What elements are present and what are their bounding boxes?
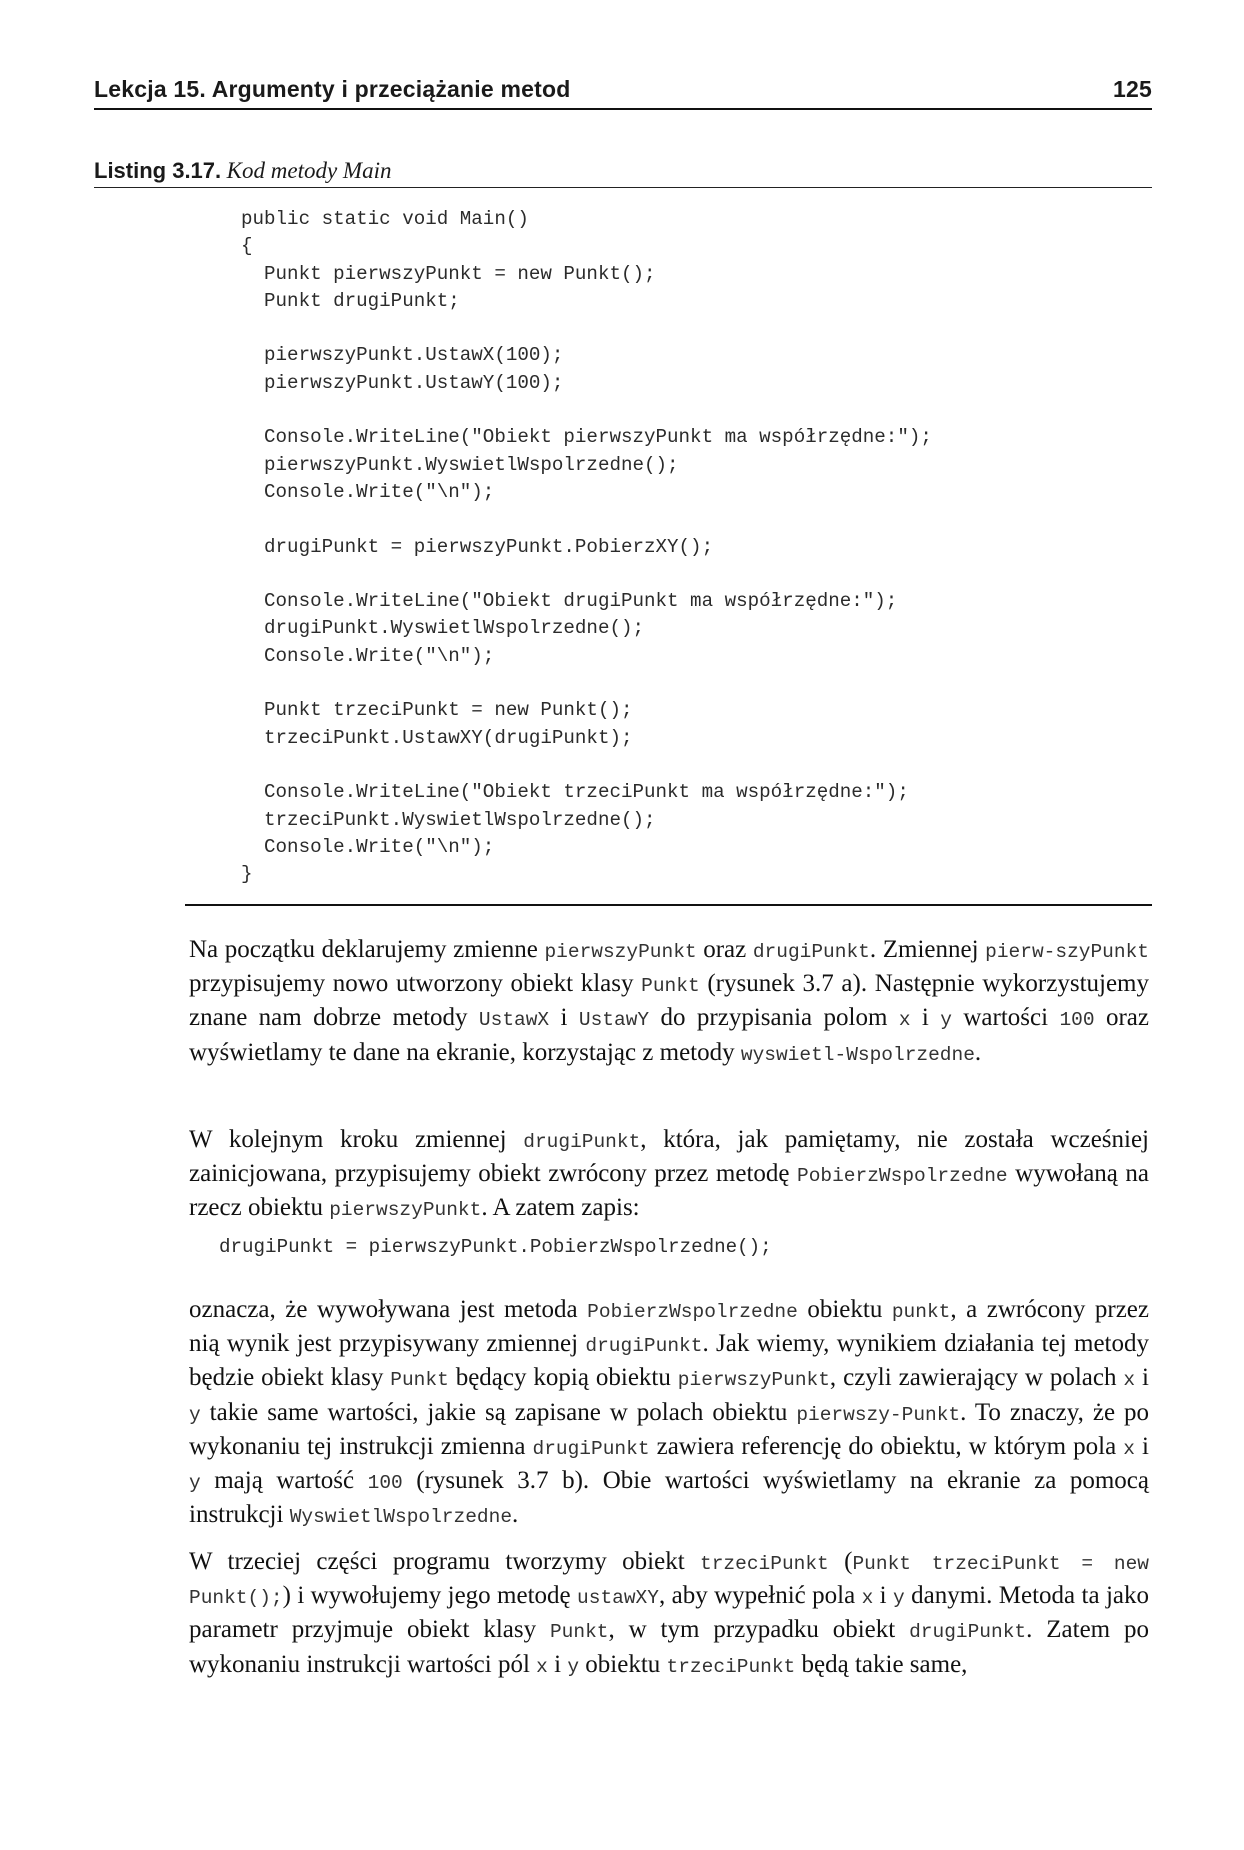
text-run: W kolejnym kroku zmiennej bbox=[189, 1126, 524, 1153]
text-run: . Zatem po wykonaniu instrukcji wartości pól bbox=[189, 1616, 1149, 1678]
inline-code: punkt bbox=[891, 1301, 951, 1323]
chapter-title: Lekcja 15. Argumenty i przeciążanie metod bbox=[94, 76, 571, 102]
text-run: Na początku deklarujemy zmienne bbox=[189, 936, 545, 963]
text-run: i bbox=[1135, 1364, 1149, 1392]
text-run: . bbox=[512, 1501, 519, 1529]
inline-code: x bbox=[1123, 1437, 1135, 1460]
code-line bbox=[241, 752, 1121, 779]
inline-code: UstawY bbox=[578, 1009, 650, 1032]
inline-code: x bbox=[536, 1655, 548, 1678]
text-run: . To znaczy, że po wykonaniu tej instrukcji zmienna bbox=[189, 1398, 1149, 1460]
inline-code: x bbox=[1123, 1369, 1136, 1392]
code-line: Console.WriteLine("Obiekt drugiPunkt ma współrzędne:"); bbox=[241, 590, 898, 613]
text-run: i bbox=[547, 1650, 568, 1678]
text-run: będą takie same, bbox=[795, 1650, 968, 1678]
text-run: , aby wypełnić pola bbox=[658, 1582, 862, 1610]
text-run: i bbox=[1134, 1432, 1150, 1460]
code-line bbox=[241, 506, 1121, 533]
code-line: } bbox=[241, 863, 253, 886]
inline-code: y bbox=[189, 1472, 201, 1495]
inline-code: y bbox=[893, 1587, 905, 1610]
inline-code: x bbox=[898, 1009, 911, 1032]
paragraph-4 bbox=[189, 1546, 1149, 1683]
caption-rule bbox=[94, 187, 1152, 188]
inline-code: wyswietl-Wspolrzedne bbox=[740, 1043, 975, 1066]
inline-code: PobierzWspolrzedne bbox=[587, 1301, 798, 1323]
paragraph-3 bbox=[189, 1294, 1149, 1533]
text-run: ) i wywołujemy jego metodę bbox=[282, 1582, 578, 1610]
text-run: , która, jak pamiętamy, nie została wcześniej zainicjowana, przypisujemy obiekt zwrócony przez metodę bbox=[189, 1126, 1150, 1188]
inline-code: y bbox=[189, 1403, 201, 1426]
inline-code: drugiPunkt bbox=[585, 1335, 703, 1358]
text-run: . Zmiennej bbox=[869, 936, 986, 963]
inline-code: pierw-szyPunkt bbox=[985, 941, 1149, 963]
header-rule bbox=[94, 108, 1152, 110]
text-run: danymi. Metoda ta jako parametr przyjmuje obiekt klasy bbox=[189, 1582, 1149, 1644]
code-line: Console.Write("\n"); bbox=[241, 835, 495, 858]
code-line bbox=[241, 561, 1121, 588]
inline-code: pierwszyPunkt bbox=[677, 1369, 830, 1392]
code-listing bbox=[241, 206, 1121, 888]
code-line bbox=[241, 315, 1121, 342]
inline-code: PobierzWspolrzedne bbox=[797, 1165, 1008, 1188]
inline-code: ustawXY bbox=[577, 1587, 659, 1610]
inline-code: trzeciPunkt bbox=[666, 1655, 796, 1678]
text-run: (rysunek 3.7 a). Następnie wykorzystujemy znane nam dobrze metody bbox=[189, 970, 1149, 1032]
text-run: przypisujemy nowo utworzony obiekt klasy bbox=[189, 970, 642, 998]
paragraph-1 bbox=[189, 934, 1149, 1071]
code-line bbox=[241, 397, 1121, 424]
text-run: , w tym przypadku obiekt bbox=[608, 1616, 910, 1644]
code-line: trzeciPunkt.UstawXY(drugiPunkt); bbox=[241, 726, 633, 749]
inline-code: trzeciPunkt bbox=[700, 1553, 829, 1575]
code-line: drugiPunkt = pierwszyPunkt.PobierzXY(); bbox=[241, 535, 714, 558]
text-run: i bbox=[549, 1004, 579, 1032]
text-run: i bbox=[910, 1004, 941, 1032]
paragraph-1-text bbox=[189, 934, 1149, 1071]
listing-bottom-rule bbox=[185, 904, 1152, 906]
inline-code: Punkt bbox=[641, 975, 700, 998]
inline-code: WyswietlWspolrzedne bbox=[289, 1506, 513, 1529]
inline-code: 100 bbox=[367, 1472, 403, 1495]
inline-code: pierwszyPunkt bbox=[544, 941, 697, 963]
text-run: zawiera referencję do obiektu, w którym pola bbox=[649, 1432, 1124, 1460]
paragraph-4-text bbox=[189, 1546, 1149, 1683]
text-run: (rysunek 3.7 b). Obie wartości wyświetlamy na ekranie za pomocą instrukcji bbox=[189, 1467, 1149, 1529]
code-line: { bbox=[241, 235, 253, 258]
text-run: wartości bbox=[951, 1004, 1060, 1032]
inline-code: Punkt bbox=[390, 1369, 449, 1392]
text-run: W trzeciej części programu tworzymy obiekt bbox=[189, 1548, 701, 1575]
inline-code: y bbox=[940, 1009, 952, 1032]
inline-code: Punkt trzeciPunkt = new Punkt(); bbox=[189, 1553, 1149, 1610]
inline-code: y bbox=[567, 1655, 580, 1678]
inline-code: pierwszy-Punkt bbox=[796, 1403, 961, 1426]
page-number: 125 bbox=[1113, 76, 1152, 102]
code-line bbox=[241, 670, 1121, 697]
code-line: Punkt pierwszyPunkt = new Punkt(); bbox=[241, 262, 656, 285]
text-run: obiektu bbox=[579, 1650, 667, 1678]
text-run: . A zatem zapis: bbox=[481, 1194, 640, 1222]
text-run: obiektu bbox=[797, 1296, 892, 1323]
inline-code: x bbox=[861, 1587, 874, 1610]
text-run: do przypisania polom bbox=[649, 1004, 899, 1032]
text-run: oraz wyświetlamy te dane na ekranie, korzystając z metody bbox=[189, 1004, 1149, 1066]
text-run: oraz bbox=[696, 936, 753, 963]
running-header bbox=[94, 72, 1152, 108]
code-line: Console.Write("\n"); bbox=[241, 644, 495, 667]
text-run: , a zwrócony przez nią wynik jest przypisywany zmiennej bbox=[189, 1296, 1149, 1358]
inline-code-listing: drugiPunkt = pierwszyPunkt.PobierzWspolrzedne(); bbox=[219, 1236, 772, 1258]
text-run: . bbox=[974, 1038, 982, 1066]
inline-code: drugiPunkt bbox=[909, 1621, 1027, 1644]
inline-code: 100 bbox=[1059, 1009, 1095, 1032]
text-run: wywołaną na rzecz obiektu bbox=[189, 1160, 1149, 1222]
text-run: , czyli zawierający w polach bbox=[829, 1364, 1124, 1392]
listing-description: Kod metody Main bbox=[226, 158, 392, 183]
text-run: oznacza, że wywoływana jest metoda bbox=[189, 1296, 588, 1323]
text-run: takie same wartości, jakie są zapisane w polach obiektu bbox=[200, 1398, 797, 1426]
paragraph-3-text bbox=[189, 1294, 1149, 1533]
inline-code: drugiPunkt bbox=[532, 1437, 650, 1460]
text-run: . Jak wiemy, wynikiem działania tej metody będzie obiekt klasy bbox=[189, 1330, 1149, 1392]
code-line: drugiPunkt.WyswietlWspolrzedne(); bbox=[241, 617, 645, 640]
inline-code: drugiPunkt bbox=[523, 1131, 641, 1153]
paragraph-2-text bbox=[189, 1124, 1149, 1227]
code-line: Punkt trzeciPunkt = new Punkt(); bbox=[241, 699, 633, 722]
code-line: Console.WriteLine("Obiekt pierwszyPunkt ma współrzędne:"); bbox=[241, 426, 932, 449]
code-line: pierwszyPunkt.UstawX(100); bbox=[241, 344, 564, 367]
inline-code: UstawX bbox=[478, 1009, 550, 1032]
code-line: Console.WriteLine("Obiekt trzeciPunkt ma współrzędne:"); bbox=[241, 781, 909, 804]
inline-code: drugiPunkt bbox=[752, 941, 870, 963]
listing-caption bbox=[94, 158, 391, 184]
code-line: Punkt drugiPunkt; bbox=[241, 289, 460, 312]
text-run: ( bbox=[828, 1548, 853, 1575]
inline-code: pierwszyPunkt bbox=[329, 1199, 482, 1222]
text-run: i bbox=[873, 1582, 894, 1610]
code-line: public static void Main() bbox=[241, 208, 529, 230]
code-line: Console.Write("\n"); bbox=[241, 480, 495, 503]
paragraph-2 bbox=[189, 1124, 1149, 1227]
code-line: pierwszyPunkt.UstawY(100); bbox=[241, 371, 564, 394]
text-run: mają wartość bbox=[200, 1467, 368, 1495]
code-line: trzeciPunkt.WyswietlWspolrzedne(); bbox=[241, 808, 656, 831]
text-run: będący kopią obiektu bbox=[448, 1364, 678, 1392]
code-line: pierwszyPunkt.WyswietlWspolrzedne(); bbox=[241, 453, 679, 476]
listing-label: Listing 3.17. bbox=[94, 158, 222, 183]
inline-code: Punkt bbox=[549, 1621, 609, 1644]
